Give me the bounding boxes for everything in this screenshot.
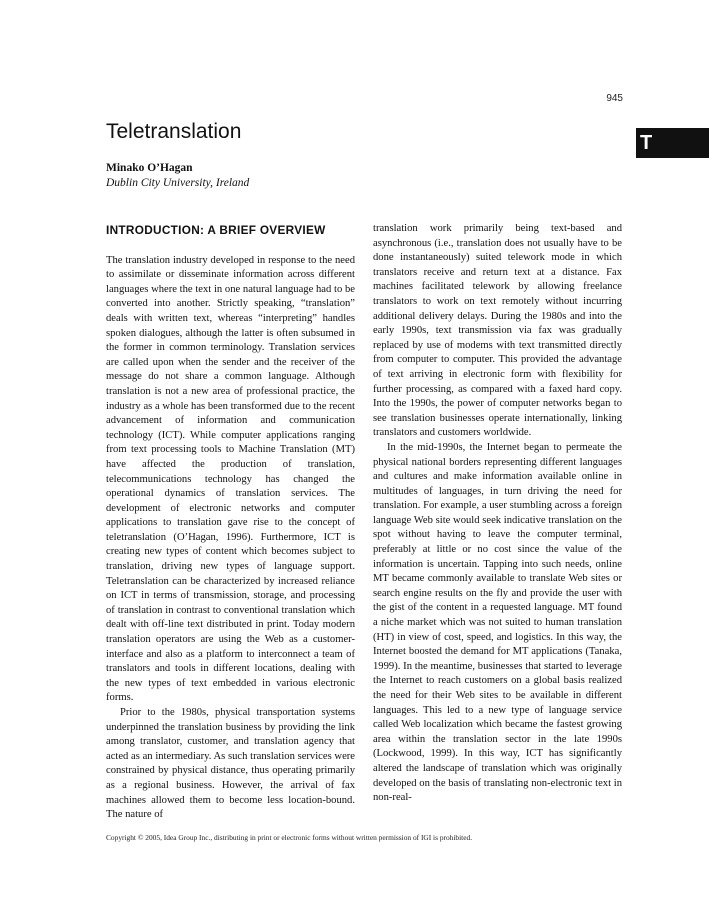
article-title: Teletranslation <box>106 120 242 143</box>
page-number: 945 <box>606 93 623 104</box>
left-column <box>106 222 355 823</box>
author-name: Minako O’Hagan <box>106 162 193 174</box>
copyright-notice: Copyright © 2005, Idea Group Inc., distributing in print or electronic forms without written permission of IGI is prohibited. <box>106 833 473 842</box>
body-paragraph: The translation industry developed in response to the need to assimilate or disseminate information across different languages where the text in one natural language had to be converted into another. Strictly speaking, “translation” deals with written text, whereas “interpreting” handles spoken dialogues, although the latter is often subsumed in the former in common terminology. Translation services are called upon when the sender and the receiver of the message do not share a common language. Although translation is not a new area of professional practice, the industry as a whole has been transformed due to the recent advancement of information and communication technology (ICT). While computer applications ranging from text processing tools to Machine Translation (MT) have affected the production of translation, telecommunications technology has changed the operational dynamics of translation services. The development of electronic networks and computer applications to translation gave rise to the concept of teletranslation (O’Hagan, 1996). Furthermore, ICT is creating new types of content which becomes subject to translation, driving new types of language support. Teletranslation can be characterized by increased reliance on ICT in terms of transmission, storage, and processing of translation in contrast to conventional translation which dealt with off-line text distributed in print. Today modern translation operators are using the Web as a customer-interface and also as a platform to interconnect a team of translators and tools in different locations, dealing with the new types of text embedded in various electronic forms. <box>106 254 355 704</box>
body-paragraph: translation work primarily being text-based and asynchronous (i.e., translation does not usually have to be done instantaneously) suited telework mode in which translators receive and return text at a distance. Fax machines facilitated telework by allowing freelance translators to work on text remotely without incurring additional delivery delays. During the 1980s and into the early 1990s, text transmission via fax was gradually replaced by use of modems with text transmitted directly from computer to computer. This provided the advantage of text arriving in electronic form with flexibility for further processing, as compared with a faxed hard copy. Into the 1990s, the power of computer networks began to see translation businesses operate internationally, linking translators and customers worldwide. <box>373 223 622 439</box>
section-letter-tab: T <box>636 128 709 158</box>
section-heading: INTRODUCTION: A BRIEF OVERVIEW <box>106 223 326 237</box>
right-column <box>373 222 622 806</box>
body-paragraph: Prior to the 1980s, physical transportation systems underpinned the translation business by providing the link among translator, customer, and translation agency that acted as an intermediary. As such translation services were constrained by physical distance, thus operating primarily as a regional business. However, the arrival of fax machines allowed them to become less location-bound. The nature of <box>106 707 355 821</box>
author-affiliation: Dublin City University, Ireland <box>106 177 250 189</box>
body-paragraph: In the mid-1990s, the Internet began to permeate the physical national borders representing different languages and cultures and make information available online in multitudes of languages, in turn driving the need for translation. For example, a user stumbling across a foreign language Web site would seek indicative translation on the spot without having to leave the computer terminal, preferably at little or no cost since the value of the information is uncertain. Tapping into such needs, online MT became commonly available to translate Web sites or search engine results on the fly and provide the user with the gist of the content in a requested language. MT found a niche market which was not suited to human translation (HT) in view of cost, speed, and logistics. In this way, the Internet boosted the demand for MT applications (Tanaka, 1999). In the meantime, businesses that started to leverage the Internet to reach customers on a global basis realized the need for their Web sites to be available in different languages. This led to a new type of language service called Web localization which became the fastest growing area within the translation sector in the late 1990s (Lockwood, 1999). In this way, ICT has significantly altered the landscape of translation which was originally developed on the basis of translating non-electronic text in non-real- <box>373 441 622 804</box>
